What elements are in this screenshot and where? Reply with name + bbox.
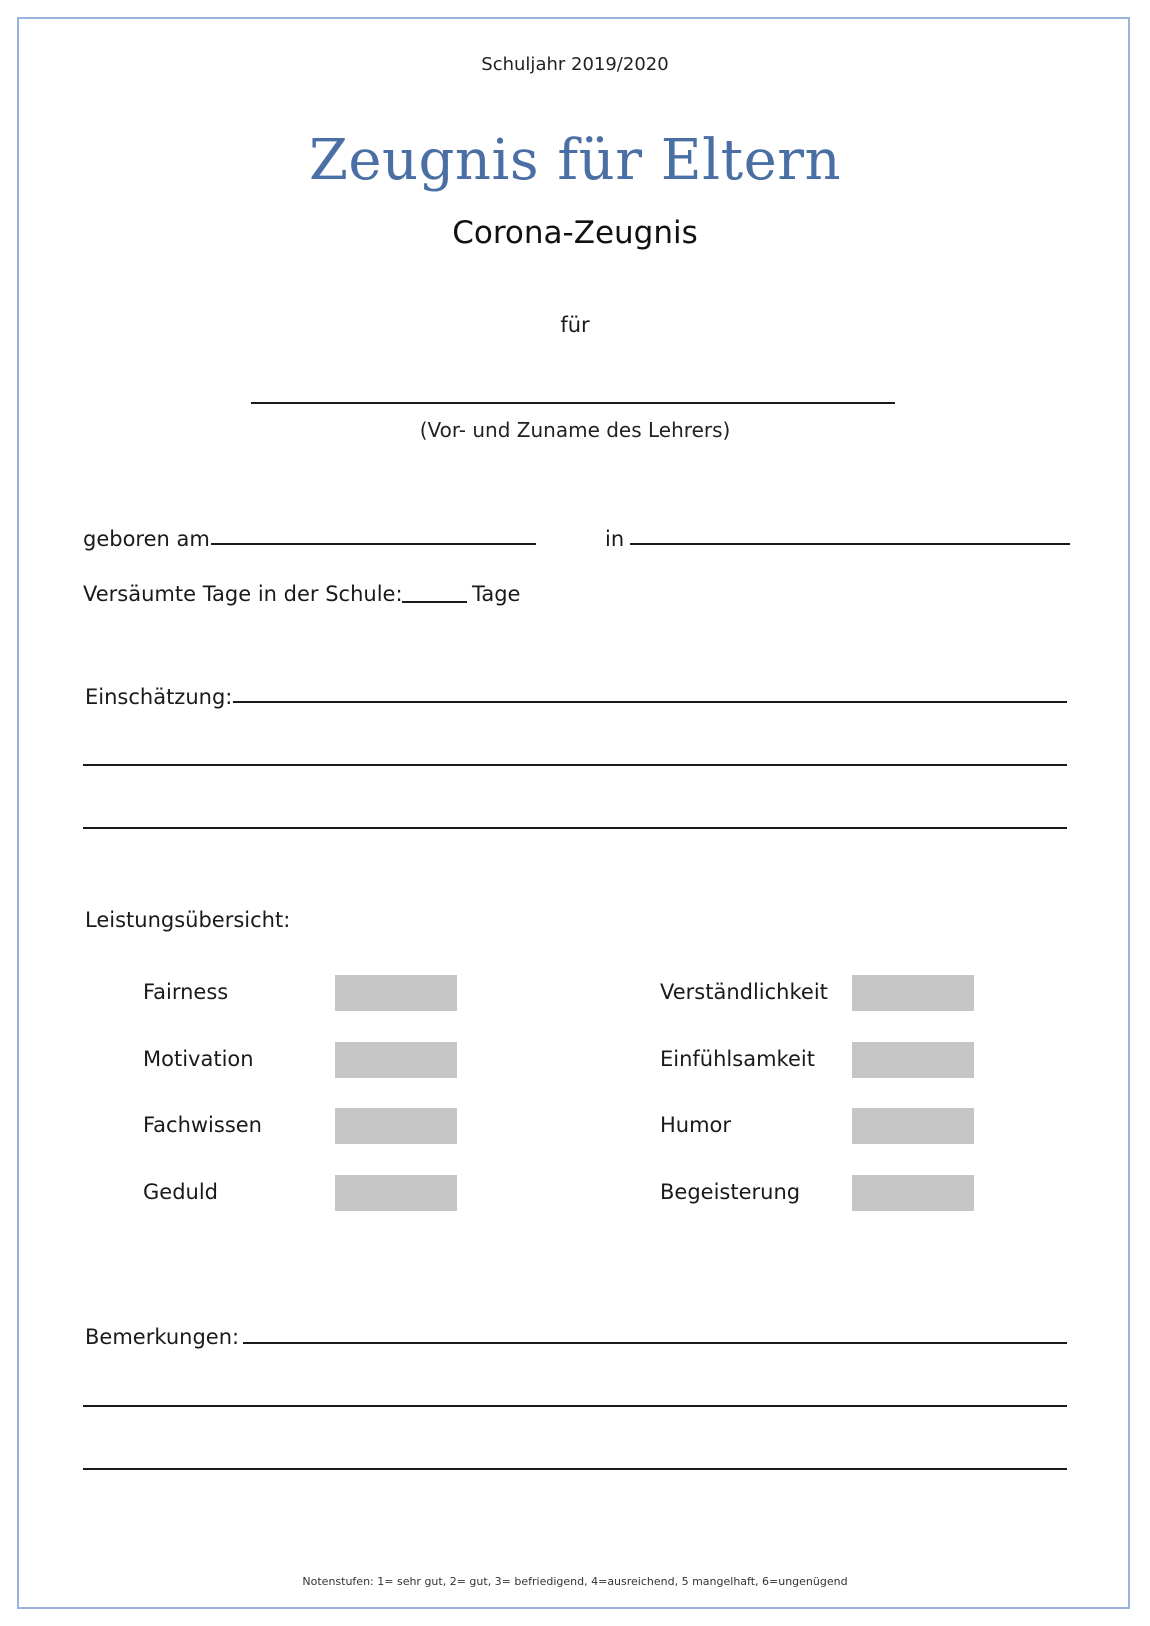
grade-box-geduld	[335, 1175, 457, 1211]
born-place-label: in	[605, 527, 625, 551]
missed-days-line	[402, 601, 467, 603]
remarks-label: Bemerkungen:	[85, 1325, 240, 1349]
teacher-name-line	[251, 402, 895, 404]
school-year: Schuljahr 2019/2020	[481, 54, 669, 75]
grade-box-fachwissen	[335, 1108, 457, 1144]
grade-label-verstaendlichkeit: Verständlichkeit	[660, 980, 828, 1004]
assessment-line	[83, 764, 1067, 766]
born-label: geboren am	[83, 527, 210, 551]
remarks-line	[243, 1342, 1067, 1344]
page-border	[17, 17, 1130, 1609]
remarks-line	[83, 1405, 1067, 1407]
overview-label: Leistungsübersicht:	[85, 908, 291, 932]
grade-box-verstaendlichkeit	[852, 975, 974, 1011]
grade-box-begeisterung	[852, 1175, 974, 1211]
grade-label-geduld: Geduld	[143, 1180, 218, 1204]
grade-box-motivation	[335, 1042, 457, 1078]
days-unit-label: Tage	[472, 582, 521, 606]
assessment-line	[83, 827, 1067, 829]
grade-label-motivation: Motivation	[143, 1047, 254, 1071]
grade-scale-footnote: Notenstufen: 1= sehr gut, 2= gut, 3= befriedigend, 4=ausreichend, 5 mangelhaft, 6=ungenügend	[302, 1575, 848, 1588]
missed-days-label: Versäumte Tage in der Schule:	[83, 582, 403, 606]
grade-label-begeisterung: Begeisterung	[660, 1180, 801, 1204]
teacher-name-caption: (Vor- und Zuname des Lehrers)	[419, 418, 731, 442]
born-date-line	[211, 543, 536, 545]
assessment-label: Einschätzung:	[85, 685, 233, 709]
assessment-line	[233, 701, 1067, 703]
for-label: für	[560, 313, 590, 337]
grade-label-fairness: Fairness	[143, 980, 229, 1004]
page-subtitle: Corona-Zeugnis	[452, 215, 698, 251]
grade-box-fairness	[335, 975, 457, 1011]
grade-box-humor	[852, 1108, 974, 1144]
remarks-line	[83, 1468, 1067, 1470]
grade-label-fachwissen: Fachwissen	[143, 1113, 262, 1137]
born-place-line	[630, 543, 1070, 545]
grade-box-einfuehlsamkeit	[852, 1042, 974, 1078]
page-title: Zeugnis für Eltern	[308, 128, 842, 193]
grade-label-einfuehlsamkeit: Einfühlsamkeit	[660, 1047, 815, 1071]
grade-label-humor: Humor	[660, 1113, 732, 1137]
